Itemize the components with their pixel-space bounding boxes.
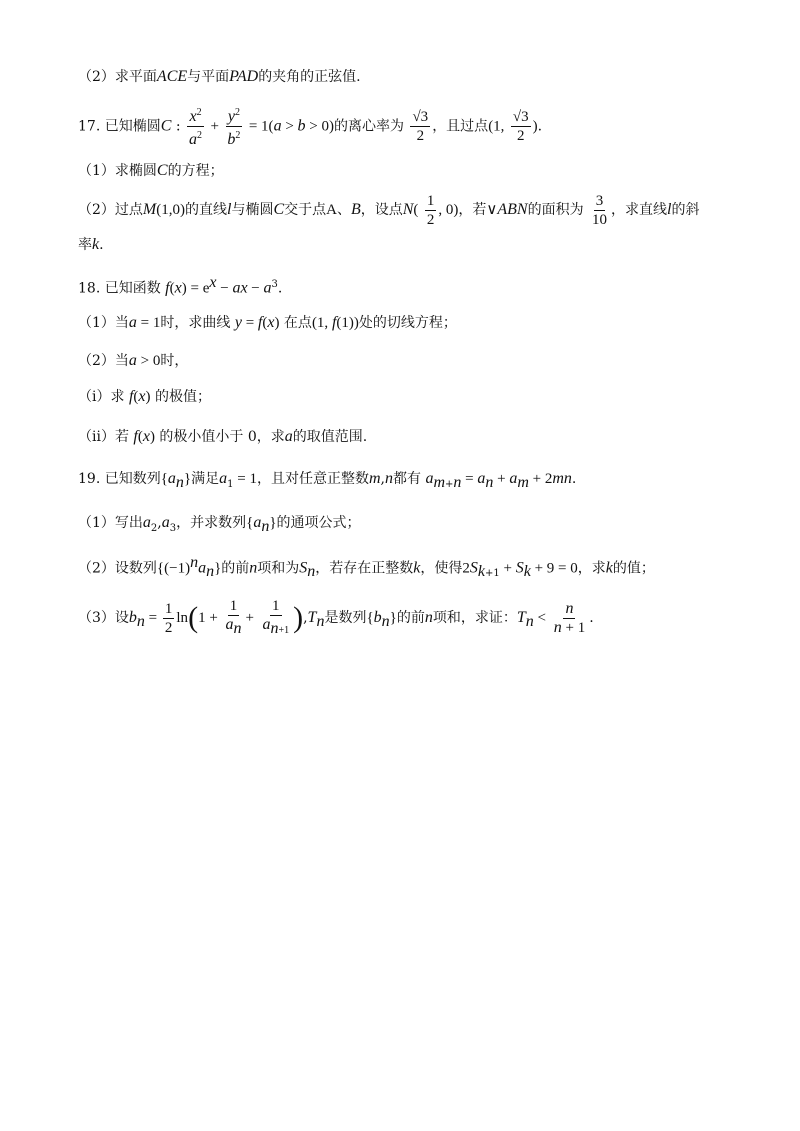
problem-19-part-1: （1）写出$a_2,a_3$，并求数列$\{a_n\}$的通项公式； <box>78 514 361 535</box>
problem-19-stem: 19. 已知数列$\{a_n\}$满足$a_1 = 1$，且对任意正整数m,n都有 $a_{m+n} = a_n + a_m + 2mn$. <box>78 470 577 491</box>
problem-17-part-1: （1）求椭圆C的方程； <box>78 162 224 179</box>
problem-18-stem: 18. 已知函数 $f(x) = e^x$ − ax − $a^3$. <box>78 274 283 297</box>
problem-18-part-2-i: （ⅰ）求 f(x) 的极值； <box>78 388 211 405</box>
problem-18-part-2: （2）当a > 0时， <box>78 352 189 369</box>
problem-18-part-1: （1）当a = 1时，求曲线 y = f(x) 在点(1, f(1))处的切线方程； <box>78 314 457 331</box>
problem-19-part-2: （2）设数列$\{(-1)^na_n\}$的前n项和为$S_n$，若存在正整数k，使得$2S_{k+1} + S_k + 9 = 0$，求k的值； <box>78 554 655 581</box>
problem-16-part-2: （2）求平面ACE与平面PAD的夹角的正弦值. <box>78 68 361 85</box>
problem-17-stem: 17. 已知椭圆C : $\frac{x^2}{a^2}$ + $\frac{y^2}{b^2}$ = 1(a > b > 0)的离心率为 $\frac{√3}{2}$ ，且过点(1, $\frac{√3}{2}$ ). <box>78 104 740 149</box>
problem-17-part-2-cont: 率k. <box>78 236 104 253</box>
problem-18-part-2-ii: （ⅱ）若 f(x) 的极小值小于 0，求a的取值范围. <box>78 428 368 445</box>
problem-17-part-2: （2）过点M(1,0)的直线l与椭圆C交于点A、B，设点N( $\frac{1}{2}$ , 0)，若∨ABN的面积为 $\frac{3}{10}$ ，求直线l的斜 <box>78 192 700 228</box>
problem-19-part-3: （3）设$b_n$ = $\frac{1}{2}$ ln(1 + $\frac{1}{a_n}$ + $\frac{1}{a_{n+1}}$ )$,T_n$是数列$\{b_n\}$的前n项和，求证：$T_n$ < $\frac{n}{n + 1}$ . <box>78 597 594 637</box>
